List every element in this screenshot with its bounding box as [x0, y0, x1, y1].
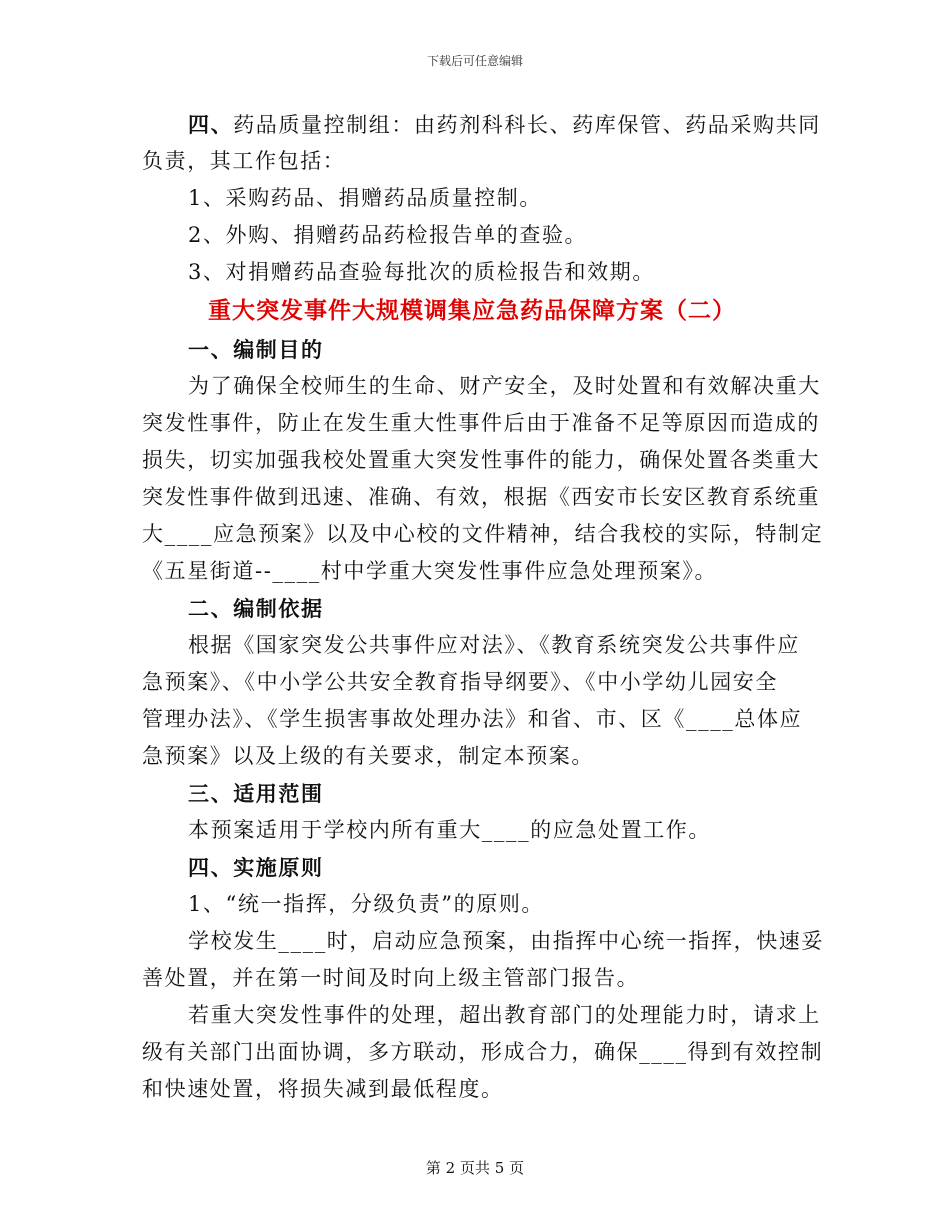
paragraph-line	[142, 106, 821, 143]
paragraph-line: 急预案》以及上级的有关要求，制定本预案。	[142, 744, 594, 768]
page-footer: 第 2 页共 5 页	[425, 1159, 525, 1177]
page-header: 下载后可任意编辑	[426, 54, 523, 68]
list-item: 1、采购药品、捐赠药品质量控制。	[188, 186, 542, 210]
paragraph-line: 学校发生____时，启动应急预案，由指挥中心统一指挥，快速妥	[188, 929, 824, 953]
paragraph-text: 药品质量控制组：由药剂科科长、药库保管、药品采购共同	[233, 113, 821, 137]
section-heading: 三、适用范围	[188, 781, 324, 806]
paragraph-line: 管理办法》、《学生损害事故处理办法》和省、市、区《____总体应	[142, 707, 803, 731]
section-heading: 二、编制依据	[188, 596, 324, 621]
paragraph-line: 为了确保全校师生的生命、财产安全，及时处置和有效解决重大	[188, 374, 821, 398]
paragraph-line: 善处置，并在第一时间及时向上级主管部门报告。	[142, 966, 640, 990]
paragraph-line: 《五星街道--____村中学重大突发性事件应急处理预案》。	[142, 559, 718, 583]
paragraph-line: 和快速处置，将损失减到最低程度。	[142, 1077, 504, 1101]
heading-prefix: 四、	[188, 112, 234, 137]
list-item: 1、“统一指挥，分级负责”的原则。	[188, 892, 545, 916]
paragraph-line: 本预案适用于学校内所有重大____的应急处置工作。	[188, 818, 711, 842]
section-heading: 一、编制目的	[188, 337, 324, 362]
list-item: 2、外购、捐赠药品药检报告单的查验。	[188, 223, 588, 247]
paragraph-line: 突发性事件，防止在发生重大性事件后由于准备不足等原因而造成的	[142, 411, 820, 435]
section-heading: 四、实施原则	[188, 855, 324, 880]
paragraph-line: 急预案》、《中小学公共安全教育指导纲要》、《中小学幼儿园安全	[142, 670, 778, 694]
paragraph-line: 负责，其工作包括：	[142, 149, 346, 173]
list-item: 3、对捐赠药品查验每批次的质检报告和效期。	[188, 260, 655, 284]
paragraph-line: 大____应急预案》以及中心校的文件精神，结合我校的实际，特制定	[142, 522, 824, 546]
paragraph-line: 级有关部门出面协调，多方联动，形成合力，确保____得到有效控制	[142, 1040, 824, 1064]
document-title: 重大突发事件大规模调集应急药品保障方案（二）	[208, 297, 736, 324]
paragraph-line: 根据《国家突发公共事件应对法》、《教育系统突发公共事件应	[188, 633, 800, 657]
paragraph-line: 损失，切实加强我校处置重大突发性事件的能力，确保处置各类重大	[142, 448, 820, 472]
paragraph-line: 若重大突发性事件的处理，超出教育部门的处理能力时，请求上	[188, 1003, 821, 1027]
paragraph-line: 突发性事件做到迅速、准确、有效，根据《西安市长安区教育系统重	[142, 485, 820, 509]
document-body	[142, 106, 824, 1108]
